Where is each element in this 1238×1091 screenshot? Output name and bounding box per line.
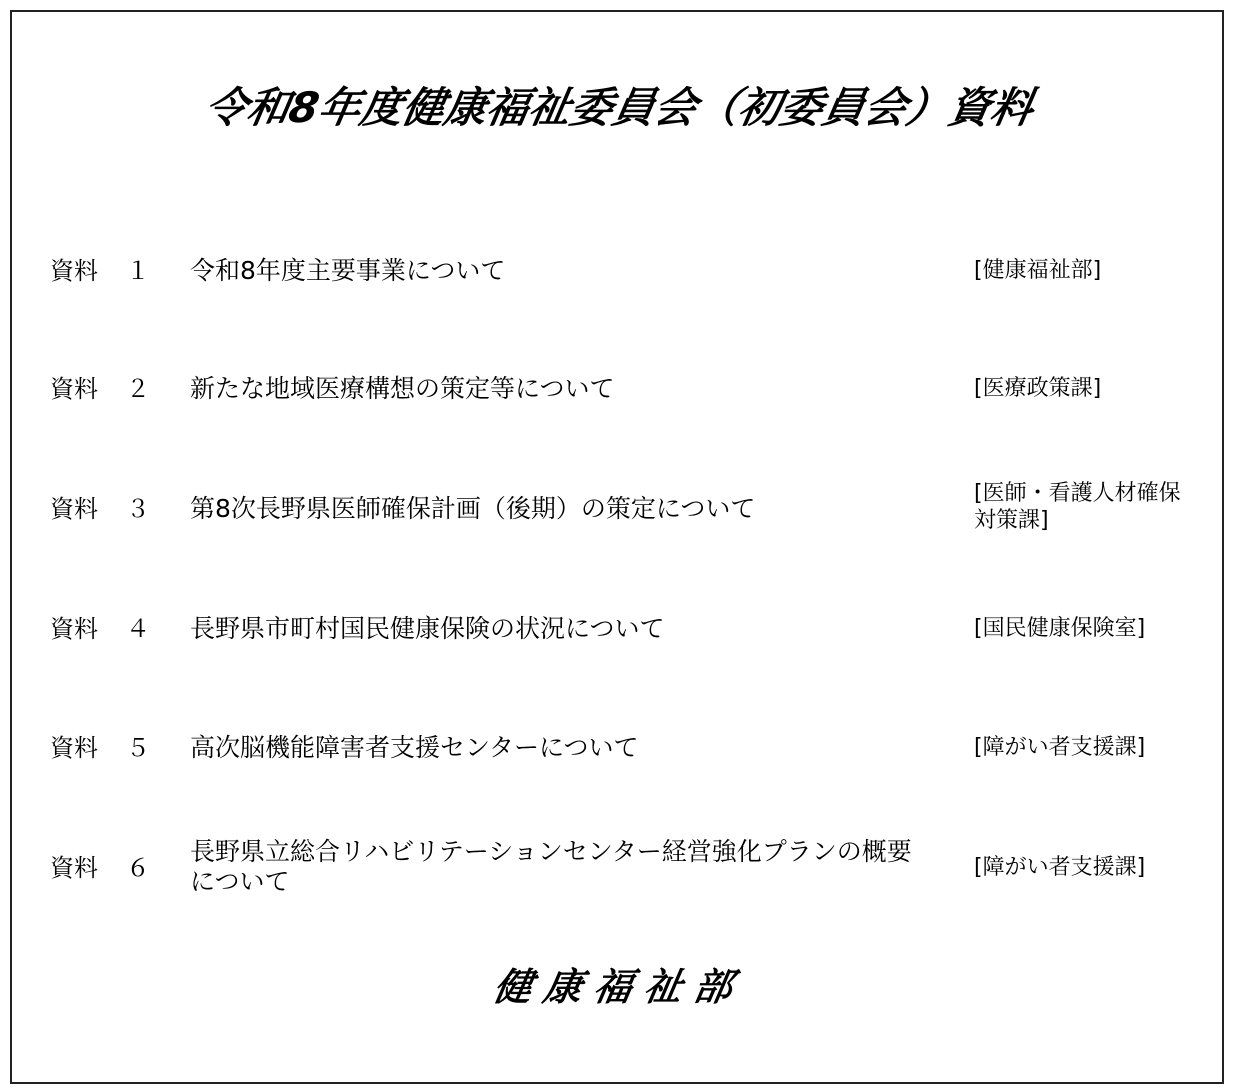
document-frame bbox=[10, 10, 1224, 1084]
item-subject: 高次脳機能障害者支援センターについて bbox=[190, 733, 639, 762]
item-label: 資料 bbox=[50, 854, 98, 882]
item-department: [医師・看護人材確保 対策課] bbox=[974, 481, 1181, 533]
item-subject: 第8次長野県医師確保計画（後期）の策定について bbox=[190, 494, 756, 523]
item-number: ４ bbox=[126, 615, 150, 643]
item-label: 資料 bbox=[50, 495, 98, 523]
item-subject: 長野県市町村国民健康保険の状況について bbox=[190, 614, 665, 643]
item-number: ６ bbox=[126, 854, 150, 882]
document-title: 令和8年度健康福祉委員会（初委員会）資料 bbox=[201, 83, 1038, 132]
item-number: ３ bbox=[126, 495, 150, 523]
item-number: ２ bbox=[126, 375, 150, 403]
item-department: [医療政策課] bbox=[974, 376, 1102, 401]
item-department: [健康福祉部] bbox=[974, 258, 1102, 283]
item-subject: 新たな地域医療構想の策定等について bbox=[190, 374, 615, 403]
item-department: [障がい者支援課] bbox=[974, 735, 1146, 760]
item-number: ５ bbox=[126, 734, 150, 762]
item-department: [国民健康保険室] bbox=[974, 616, 1146, 641]
item-number: １ bbox=[126, 257, 150, 285]
item-subject: 長野県立総合リハビリテーションセンター経営強化プランの概要 について bbox=[190, 837, 912, 896]
item-subject: 令和8年度主要事業について bbox=[190, 256, 506, 285]
item-label: 資料 bbox=[50, 375, 98, 403]
item-label: 資料 bbox=[50, 734, 98, 762]
item-label: 資料 bbox=[50, 257, 98, 285]
item-label: 資料 bbox=[50, 615, 98, 643]
department-signature: 健康福祉部 bbox=[490, 965, 748, 1009]
item-department: [障がい者支援課] bbox=[974, 855, 1146, 880]
